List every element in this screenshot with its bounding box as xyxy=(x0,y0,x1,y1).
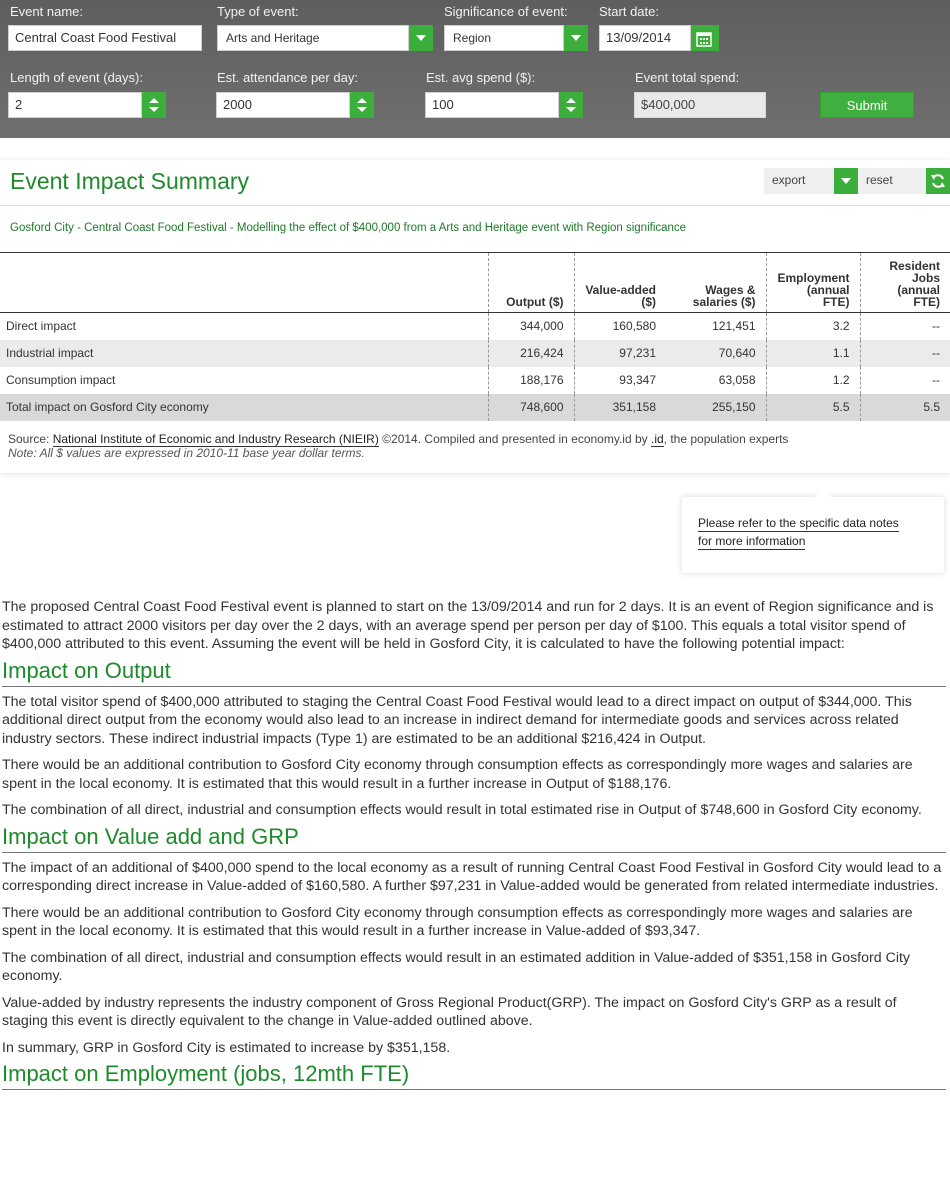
event-name-input[interactable]: Central Coast Food Festival xyxy=(8,25,202,51)
row-label: Total impact on Gosford City economy xyxy=(0,394,488,421)
cell-resident: -- xyxy=(932,319,940,334)
value-paragraph: In summary, GRP in Gosford City is estimated to increase by $351,158. xyxy=(2,1039,451,1056)
event-impact-summary-panel xyxy=(0,160,950,473)
avg-spend-label: Est. avg spend ($): xyxy=(426,70,536,85)
header-output: Output ($) xyxy=(488,253,574,313)
submit-button[interactable]: Submit xyxy=(820,92,914,118)
cell-resident: -- xyxy=(932,373,940,387)
export-label: export xyxy=(772,173,806,187)
length-stepper[interactable] xyxy=(142,92,166,118)
chevron-down-icon xyxy=(569,31,583,45)
cell-employment: 1.1 xyxy=(766,340,860,367)
up-down-arrows-icon xyxy=(564,97,578,113)
cell-value-added: 160,580 xyxy=(612,319,656,334)
type-of-event-dropdown[interactable] xyxy=(409,25,433,51)
attendance-label: Est. attendance per day: xyxy=(217,70,358,85)
cell-value-added: 351,158 xyxy=(574,394,666,421)
significance-label: Significance of event: xyxy=(444,4,568,19)
cell-wages: 63,058 xyxy=(666,367,766,394)
length-input[interactable]: 2 xyxy=(8,92,142,118)
report-content xyxy=(2,598,946,1096)
value-paragraph: There would be an additional contribution to Gosford City economy through consumption effects as correspondingly more wages and salaries are spent in the local economy. It is estimated that this would result in a further increase in Value-added of $93,347. xyxy=(2,904,913,939)
type-of-event-select[interactable]: Arts and Heritage xyxy=(217,25,409,51)
cell-resident: 5.5 xyxy=(860,394,950,421)
heading-output: Impact on Output xyxy=(2,658,946,687)
row-label: Consumption impact xyxy=(0,367,488,394)
reset-icon-button[interactable] xyxy=(926,168,950,194)
start-date-input[interactable]: 13/09/2014 xyxy=(599,25,691,51)
type-of-event-label: Type of event: xyxy=(217,4,299,19)
table-total-row xyxy=(0,394,950,421)
event-name-label: Event name: xyxy=(10,4,83,19)
cell-output: 344,000 xyxy=(488,313,574,340)
export-button[interactable] xyxy=(764,168,834,194)
cell-resident: -- xyxy=(860,340,950,367)
cell-wages: 70,640 xyxy=(666,340,766,367)
id-link[interactable]: .id xyxy=(650,432,664,446)
cell-value-added: 93,347 xyxy=(619,373,656,387)
row-label: Industrial impact xyxy=(0,340,488,367)
output-paragraph: There would be an additional contribution to Gosford City economy through consumption effects as correspondingly more wages and salaries are spent in the local economy. It is estimated that this would result in a further increase in Output of $188,176. xyxy=(2,757,913,792)
cell-output: 188,176 xyxy=(488,367,574,394)
export-dropdown[interactable] xyxy=(834,168,858,194)
header-wages: Wages & salaries ($) xyxy=(666,253,766,313)
up-down-arrows-icon xyxy=(355,97,369,113)
data-notes-link[interactable]: Please refer to the specific data notes xyxy=(698,516,899,530)
header-label-col xyxy=(0,253,488,313)
avg-spend-input[interactable]: 100 xyxy=(425,92,559,118)
cell-output: 216,424 xyxy=(488,340,574,367)
cell-wages: 121,451 xyxy=(666,313,766,340)
calendar-icon xyxy=(696,31,712,47)
source-suffix: , the population experts xyxy=(663,432,789,446)
summary-title: Event Impact Summary xyxy=(10,168,250,194)
cell-employment: 1.2 xyxy=(766,367,860,394)
avg-spend-stepper[interactable] xyxy=(559,92,583,118)
up-down-arrows-icon xyxy=(147,97,161,113)
event-form-panel xyxy=(0,0,950,138)
table-row xyxy=(0,367,950,394)
intro-paragraph: The proposed Central Coast Food Festival event is planned to start on the 13/09/2014 and run for 2 days. It is an event of Region significance and is estimated to attract 2000 visitors per day over the 2 days, with an average spend per person per day of $100. This equals a total visitor spend of $400,000 attributed to this event. Assuming the event will be held in Gosford City, it is calculated to have the following potential impact: xyxy=(2,599,934,652)
table-header-row xyxy=(0,253,950,313)
reset-label: reset xyxy=(866,173,893,187)
header-value-added: Value-added ($) xyxy=(574,253,666,313)
chevron-down-icon xyxy=(414,31,428,45)
significance-select[interactable]: Region xyxy=(444,25,564,51)
calendar-button[interactable] xyxy=(691,25,719,51)
data-notes-box xyxy=(682,497,944,573)
table-row xyxy=(0,340,950,367)
cell-output: 748,600 xyxy=(488,394,574,421)
header-resident-jobs: Resident Jobs (annual FTE) xyxy=(860,253,950,313)
total-spend-label: Event total spend: xyxy=(635,70,740,85)
value-paragraph: The impact of an additional of $400,000 spend to the local economy as a result of running Central Coast Food Festival in Gosford City would lead to a corresponding direct increase in Value-added of $160,580. A further $97,231 in Value-added would be generated from related intermediate industries. xyxy=(2,859,942,894)
refresh-icon xyxy=(930,173,946,189)
source-line xyxy=(8,432,788,446)
source-middle: ©2014. Compiled and presented in economy.id by xyxy=(378,432,651,446)
impact-table xyxy=(0,252,950,421)
total-spend-field: $400,000 xyxy=(634,92,766,118)
cell-employment: 5.5 xyxy=(766,394,860,421)
output-paragraph: The combination of all direct, industrial and consumption effects would result in total estimated rise in Output of $748,600 in Gosford City economy. xyxy=(2,802,922,818)
significance-dropdown[interactable] xyxy=(564,25,588,51)
table-row xyxy=(0,313,950,340)
heading-employment: Impact on Employment (jobs, 12mth FTE) xyxy=(2,1061,946,1090)
dollar-note: Note: All $ values are expressed in 2010-11 base year dollar terms. xyxy=(8,446,365,460)
start-date-label: Start date: xyxy=(599,4,659,19)
chevron-down-icon xyxy=(839,174,853,188)
cell-employment: 3.2 xyxy=(766,313,860,340)
cell-wages: 255,150 xyxy=(666,394,766,421)
attendance-stepper[interactable] xyxy=(350,92,374,118)
value-paragraph: The combination of all direct, industrial and consumption effects would result in an estimated addition in Value-added of $351,158 in Gosford City economy. xyxy=(2,949,911,984)
summary-divider xyxy=(0,205,950,206)
attendance-input[interactable]: 2000 xyxy=(216,92,350,118)
header-employment: Employment (annual FTE) xyxy=(766,253,860,313)
heading-value-add: Impact on Value add and GRP xyxy=(2,824,946,853)
row-label: Direct impact xyxy=(0,313,488,340)
nieir-link[interactable]: National Institute of Economic and Industry Research (NIEIR) xyxy=(52,432,379,446)
output-paragraph: The total visitor spend of $400,000 attributed to staging the Central Coast Food Festival would lead to a direct impact on output of $344,000. This additional direct output from the economy would also lead to an increase in indirect demand for intermediate goods and services across related industry sectors. These indirect industrial impacts (Type 1) are estimated to be an additional $216,424 in Output. xyxy=(2,693,912,747)
source-prefix: Source: xyxy=(8,432,53,446)
value-paragraph: Value-added by industry represents the industry component of Gross Regional Product(GRP). The impact on Gosford City's GRP as a result of staging this event is directly equivalent to the change in Value-added outlined above. xyxy=(2,994,897,1029)
cell-value-added: 97,231 xyxy=(574,340,666,367)
summary-subtitle: Gosford City - Central Coast Food Festival - Modelling the effect of $400,000 from a Arts and Heritage event with Region significance xyxy=(10,222,687,234)
reset-button[interactable] xyxy=(858,168,928,194)
data-notes-link-cont[interactable]: for more information xyxy=(698,534,806,548)
length-label: Length of event (days): xyxy=(10,70,143,85)
